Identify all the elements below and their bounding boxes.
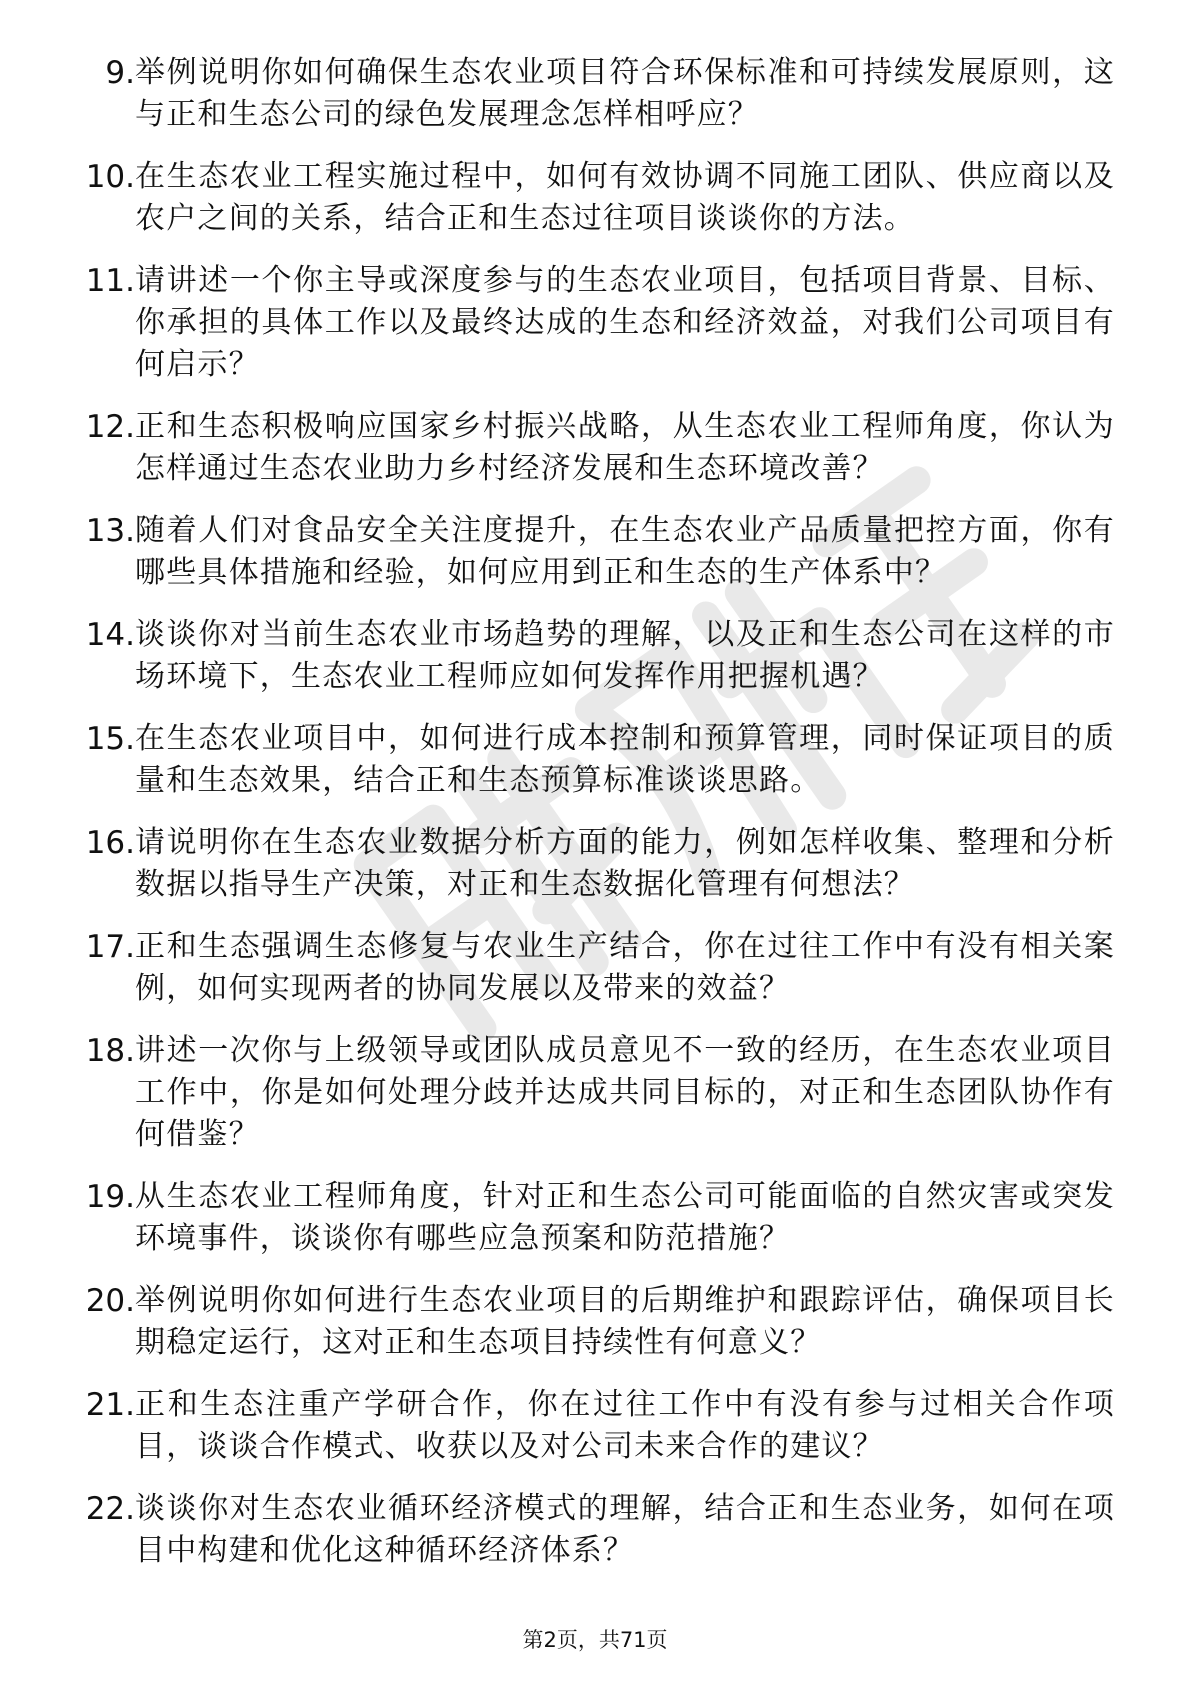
question-text: 在生态农业项目中，如何进行成本控制和预算管理，同时保证项目的质量和生态效果，结合正和生态预算标准谈谈思路。 bbox=[135, 721, 1115, 798]
question-text: 正和生态积极响应国家乡村振兴战略，从生态农业工程师角度，你认为怎样通过生态农业助力乡村经济发展和生态环境改善？ bbox=[135, 409, 1115, 486]
question-number: 9. bbox=[105, 55, 135, 91]
question-text: 正和生态注重产学研合作，你在过往工作中有没有参与过相关合作项目，谈谈合作模式、收获以及对公司未来合作的建议？ bbox=[135, 1387, 1115, 1464]
page-number-footer: 第2页，共71页 bbox=[522, 1628, 668, 1652]
question-text: 讲述一次你与上级领导或团队成员意见不一致的经历，在生态农业项目工作中，你是如何处理分歧并达成共同目标的，对正和生态团队协作有何借鉴？ bbox=[135, 1033, 1115, 1152]
question-item bbox=[0, 822, 1190, 906]
question-number: 17. bbox=[85, 929, 135, 965]
question-number: 21. bbox=[85, 1387, 135, 1423]
question-text: 从生态农业工程师角度，针对正和生态公司可能面临的自然灾害或突发环境事件，谈谈你有哪些应急预案和防范措施？ bbox=[135, 1179, 1115, 1256]
question-item bbox=[0, 1384, 1190, 1468]
question-item bbox=[0, 156, 1190, 240]
question-number: 20. bbox=[85, 1283, 135, 1319]
question-number: 16. bbox=[85, 825, 135, 861]
question-number: 14. bbox=[85, 617, 135, 653]
question-item bbox=[0, 614, 1190, 698]
question-text: 谈谈你对生态农业循环经济模式的理解，结合正和生态业务，如何在项目中构建和优化这种循环经济体系？ bbox=[135, 1491, 1115, 1568]
question-number: 10. bbox=[85, 159, 135, 195]
question-item bbox=[0, 926, 1190, 1010]
question-number: 11. bbox=[85, 263, 135, 299]
question-item bbox=[0, 718, 1190, 802]
question-number: 19. bbox=[85, 1179, 135, 1215]
question-item bbox=[0, 510, 1190, 594]
question-number: 12. bbox=[85, 409, 135, 445]
question-text: 随着人们对食品安全关注度提升，在生态农业产品质量把控方面，你有哪些具体措施和经验，如何应用到正和生态的生产体系中？ bbox=[135, 513, 1115, 590]
question-item bbox=[0, 1488, 1190, 1572]
question-number: 15. bbox=[85, 721, 135, 757]
question-list bbox=[0, 52, 1190, 1592]
question-number: 13. bbox=[85, 513, 135, 549]
question-item bbox=[0, 1030, 1190, 1156]
question-text: 举例说明你如何进行生态农业项目的后期维护和跟踪评估，确保项目长期稳定运行，这对正和生态项目持续性有何意义？ bbox=[135, 1283, 1115, 1360]
question-item bbox=[0, 406, 1190, 490]
question-text: 正和生态强调生态修复与农业生产结合，你在过往工作中有没有相关案例，如何实现两者的协同发展以及带来的效益？ bbox=[135, 929, 1115, 1006]
question-text: 请说明你在生态农业数据分析方面的能力，例如怎样收集、整理和分析数据以指导生产决策，对正和生态数据化管理有何想法？ bbox=[135, 825, 1115, 902]
question-item bbox=[0, 260, 1190, 386]
question-text: 举例说明你如何确保生态农业项目符合环保标准和可持续发展原则，这与正和生态公司的绿色发展理念怎样相呼应？ bbox=[135, 55, 1115, 132]
question-number: 18. bbox=[85, 1033, 135, 1069]
question-text: 谈谈你对当前生态农业市场趋势的理解，以及正和生态公司在这样的市场环境下，生态农业工程师应如何发挥作用把握机遇？ bbox=[135, 617, 1115, 694]
question-item bbox=[0, 1176, 1190, 1260]
question-text: 请讲述一个你主导或深度参与的生态农业项目，包括项目背景、目标、你承担的具体工作以及最终达成的生态和经济效益，对我们公司项目有何启示？ bbox=[135, 263, 1115, 382]
question-text: 在生态农业工程实施过程中，如何有效协调不同施工团队、供应商以及农户之间的关系，结合正和生态过往项目谈谈你的方法。 bbox=[135, 159, 1115, 236]
question-number: 22. bbox=[85, 1491, 135, 1527]
question-item bbox=[0, 1280, 1190, 1364]
question-item bbox=[0, 52, 1190, 136]
